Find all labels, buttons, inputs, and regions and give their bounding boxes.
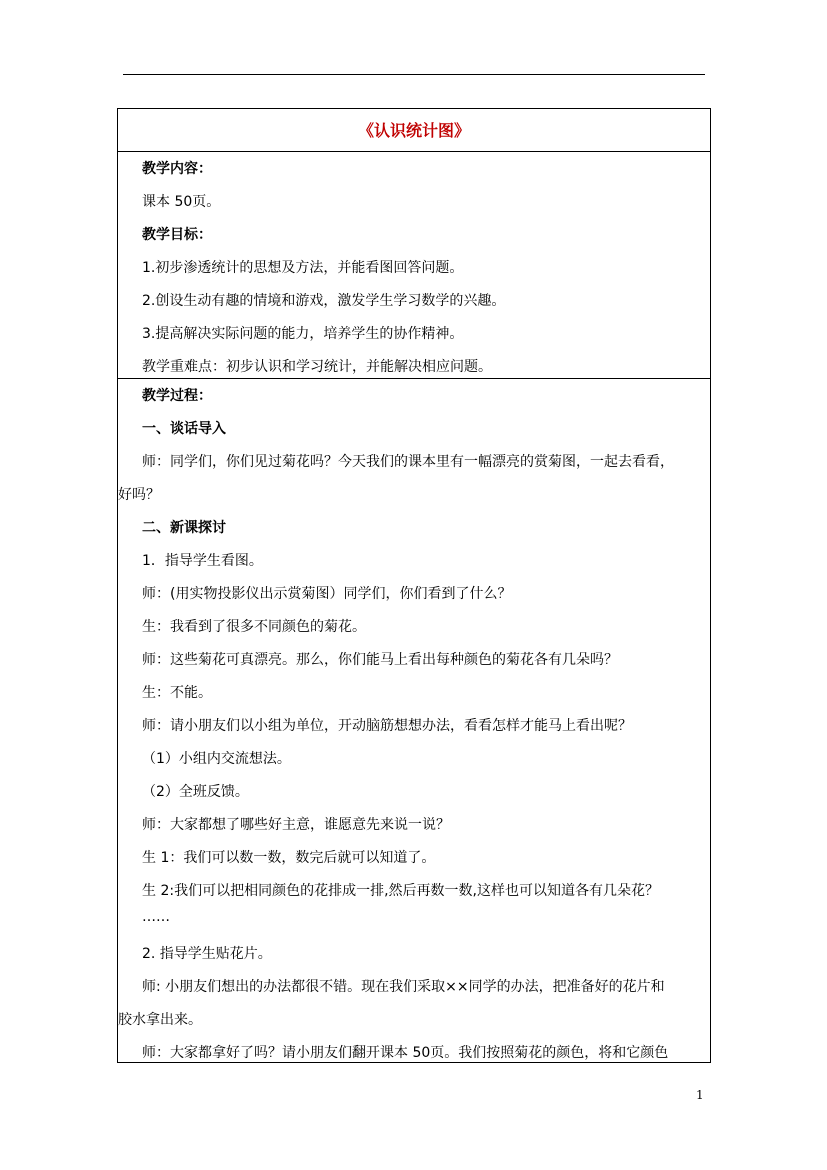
dialogue-line: 师：大家都想了哪些好主意，谁愿意先来说一说？: [142, 817, 450, 833]
dialogue-line: 好吗？: [118, 487, 160, 503]
step-heading: 1．指导学生看图。: [142, 553, 263, 569]
ellipsis: ……: [142, 909, 170, 925]
step-heading: 2. 指导学生贴花片。: [142, 946, 272, 962]
title-cell: [118, 109, 710, 152]
lesson-info-cell: [118, 152, 710, 379]
section-heading: 二、新课探讨: [142, 520, 226, 536]
dialogue-line: 生：我看到了很多不同颜色的菊花。: [142, 619, 366, 635]
dialogue-line: 师：大家都拿好了吗？请小朋友们翻开课本 50页。我们按照菊花的颜色，将和它颜色: [142, 1045, 669, 1061]
dialogue-line: 生：不能。: [142, 685, 212, 701]
goal-item: 1.初步渗透统计的思想及方法，并能看图回答问题。: [142, 260, 464, 276]
dialogue-line: 生 2:我们可以把相同颜色的花排成一排,然后再数一数,这样也可以知道各有几朵花？: [142, 883, 659, 899]
goals-heading: 教学目标：: [142, 227, 212, 243]
page-number: 1: [696, 1088, 704, 1102]
document-title: 《认识统计图》: [357, 121, 470, 140]
header-rule: [123, 74, 705, 75]
dialogue-line: 师: 小朋友们想出的办法都很不错。现在我们采取××同学的办法，把准备好的花片和: [142, 979, 665, 995]
dialogue-line: （2）全班反馈。: [142, 784, 249, 800]
key-points: 教学重难点：初步认识和学习统计，并能解决相应问题。: [142, 359, 492, 375]
lesson-plan-table: [117, 108, 711, 1063]
dialogue-line: 师：请小朋友们以小组为单位，开动脑筋想想办法，看看怎样才能马上看出呢？: [142, 718, 632, 734]
dialogue-line: （1）小组内交流想法。: [142, 751, 291, 767]
process-heading: 教学过程：: [142, 388, 212, 404]
dialogue-line: 师：(用实物投影仪出示赏菊图）同学们，你们看到了什么？: [142, 586, 512, 602]
section-heading: 一、谈话导入: [142, 421, 226, 437]
dialogue-line: 师：这些菊花可真漂亮。那么，你们能马上看出每种颜色的菊花各有几朵吗？: [142, 652, 618, 668]
content-heading: 教学内容：: [142, 161, 212, 177]
teaching-process-cell: [118, 379, 710, 1064]
content-text: 课本 50页。: [142, 194, 221, 210]
dialogue-line: 胶水拿出来。: [118, 1012, 202, 1028]
goal-item: 2.创设生动有趣的情境和游戏，激发学生学习数学的兴趣。: [142, 293, 506, 309]
goal-item: 3.提高解决实际问题的能力，培养学生的协作精神。: [142, 326, 464, 342]
dialogue-line: 师：同学们，你们见过菊花吗？今天我们的课本里有一幅漂亮的赏菊图，一起去看看，: [142, 454, 674, 470]
dialogue-line: 生 1：我们可以数一数，数完后就可以知道了。: [142, 850, 436, 866]
